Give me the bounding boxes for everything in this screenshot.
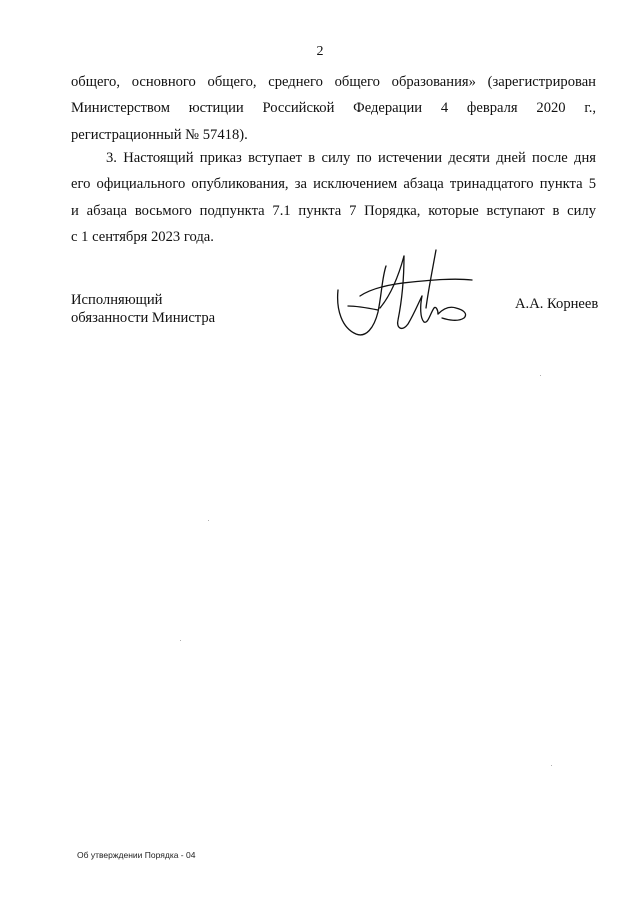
paragraph-continuation	[71, 69, 596, 148]
paragraph-line: Министерством юстиции Российской Федерации 4 февраля 2020 г.,	[71, 100, 596, 117]
scan-speck	[208, 520, 209, 521]
handwritten-signature	[332, 248, 482, 343]
signatory-name: А.А. Корнеев	[515, 296, 599, 312]
paragraph-item-3	[71, 145, 596, 250]
paragraph-line: и абзаца восьмого подпункта 7.1 пункта 7 Порядка, которые вступают в силу	[71, 202, 596, 219]
signatory-position	[71, 291, 215, 327]
paragraph-line: с 1 сентября 2023 года.	[71, 228, 214, 245]
position-line: обязанности Министра	[71, 310, 216, 326]
scan-speck	[540, 375, 541, 376]
position-line: Исполняющий	[71, 292, 163, 308]
paragraph-line: общего, основного общего, среднего общего образования» (зарегистрирован	[71, 74, 596, 90]
document-footer: Об утверждении Порядка - 04	[77, 850, 196, 860]
page-number: 2	[316, 44, 324, 59]
scan-speck	[551, 765, 552, 766]
scan-speck	[180, 640, 181, 641]
paragraph-line: 3. Настоящий приказ вступает в силу по истечении десяти дней после дня	[106, 150, 596, 166]
paragraph-line: его официального опубликования, за исключением абзаца тринадцатого пункта 5	[71, 176, 596, 193]
paragraph-line: регистрационный № 57418).	[71, 126, 248, 143]
